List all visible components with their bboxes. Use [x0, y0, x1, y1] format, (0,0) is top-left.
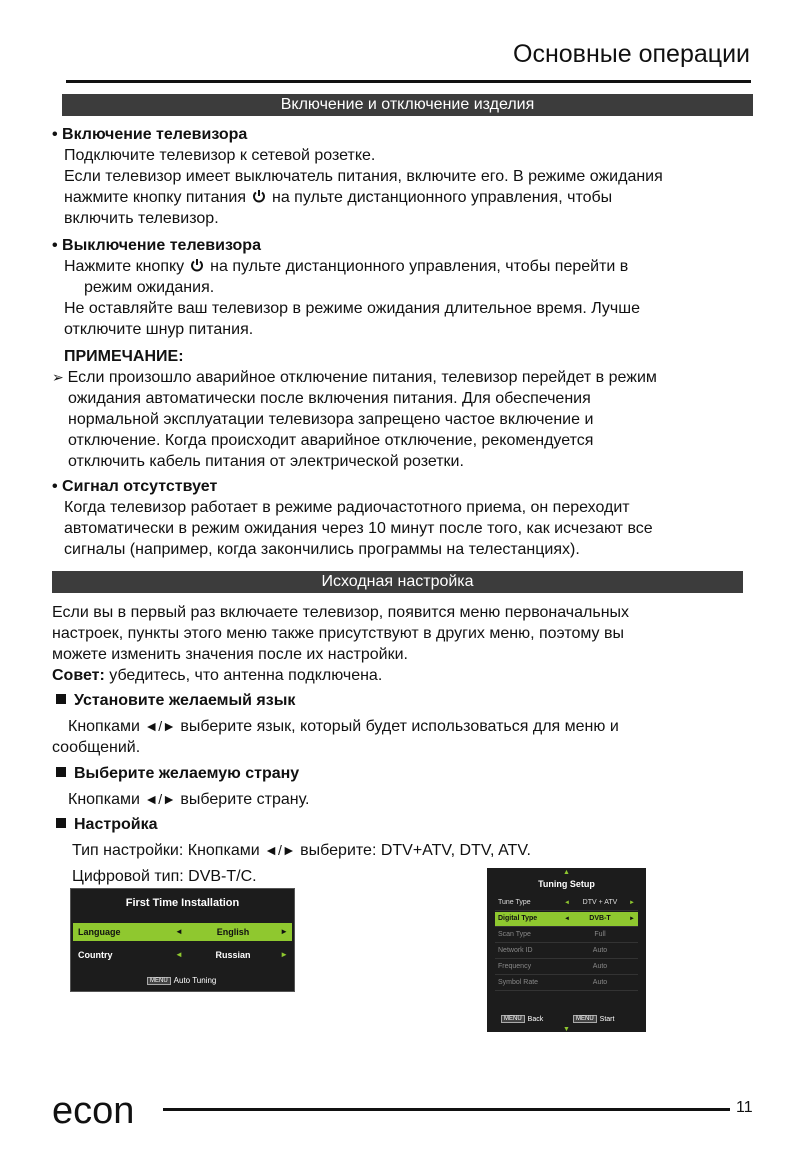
- left-right-arrows-icon: ◄/►: [144, 791, 176, 807]
- note-line: отключить кабель питания от электрической розетки.: [68, 453, 464, 470]
- right-arrow-icon[interactable]: ►: [280, 927, 288, 936]
- note-line: нормальной эксплуатации телевизора запрещено частое включение и: [68, 411, 594, 428]
- scroll-up-icon[interactable]: ▲: [563, 869, 570, 876]
- menu-footer: [147, 976, 216, 985]
- menu-key-icon: MENU: [147, 977, 171, 985]
- row-label: Language: [78, 927, 121, 937]
- power-icon: [190, 258, 204, 272]
- start-hint: [573, 1015, 614, 1023]
- heading-power-on: • Включение телевизора: [52, 126, 248, 143]
- left-arrow-icon[interactable]: ◄: [564, 900, 570, 906]
- menu-row-frequency[interactable]: [495, 960, 638, 975]
- text-fragment: Кнопками: [68, 718, 140, 735]
- text-line: режим ожидания.: [84, 279, 215, 296]
- text-fragment: Если произошло аварийное отключение питания, телевизор перейдет в режим: [67, 369, 657, 386]
- row-label: Scan Type: [498, 931, 531, 938]
- row-value: English: [216, 927, 250, 937]
- text-line: включить телевизор.: [64, 210, 219, 227]
- first-time-installation-menu: [70, 888, 295, 992]
- text-line: настроек, пункты этого меню также присутствуют в других меню, поэтому вы: [52, 625, 624, 642]
- square-bullet-icon: [56, 818, 66, 828]
- row-label: Symbol Rate: [498, 979, 539, 986]
- row-label: Frequency: [498, 963, 532, 970]
- note-heading: ПРИМЕЧАНИЕ:: [64, 348, 184, 365]
- footer-label: Auto Tuning: [173, 976, 217, 985]
- menu-title: Tuning Setup: [538, 879, 595, 889]
- row-value: Auto: [592, 947, 608, 954]
- section-bar-power: Включение и отключение изделия: [62, 94, 753, 116]
- tip-line: [52, 665, 382, 686]
- brand-text: econ: [52, 1090, 135, 1130]
- heading-power-off: • Выключение телевизора: [52, 237, 261, 254]
- menu-row-country[interactable]: [73, 946, 292, 964]
- menu-key-icon: MENU: [573, 1015, 597, 1023]
- title-divider: [66, 80, 751, 83]
- menu-row-digital-type[interactable]: [495, 912, 638, 927]
- text-fragment: на пульте дистанционного управления, чтобы: [271, 189, 613, 206]
- text-line: автоматически в режим ожидания через 10 минут после того, как исчезают все: [64, 520, 653, 537]
- text-fragment: выберите страну.: [180, 791, 310, 808]
- left-arrow-icon[interactable]: ◄: [175, 950, 183, 959]
- footer-label: Start: [599, 1016, 615, 1023]
- econ-logo: [52, 1090, 144, 1130]
- row-value: DVB-T: [589, 915, 611, 922]
- text-fragment: Нажмите кнопку: [64, 258, 185, 275]
- left-arrow-icon[interactable]: ◄: [564, 916, 570, 922]
- right-arrow-icon[interactable]: ►: [629, 900, 635, 906]
- text-line: отключите шнур питания.: [64, 321, 254, 338]
- text-fragment: нажмите кнопку питания: [64, 189, 246, 206]
- right-arrow-icon[interactable]: ►: [280, 950, 288, 959]
- menu-key-icon: MENU: [501, 1015, 525, 1023]
- menu-row-tune-type[interactable]: [495, 896, 638, 911]
- scroll-down-icon[interactable]: ▼: [563, 1026, 570, 1033]
- row-value: Full: [594, 931, 606, 938]
- note-line: ожидания автоматически после включения питания. Для обеспечения: [68, 390, 591, 407]
- text-fragment: выберите язык, который будет использоваться для меню и: [180, 718, 619, 735]
- square-bullet-icon: [56, 767, 66, 777]
- left-right-arrows-icon: ◄/►: [144, 718, 176, 734]
- text-line: сигналы (например, когда закончились программы на телестанциях).: [64, 541, 580, 558]
- text-line: [68, 789, 309, 810]
- right-arrow-icon[interactable]: ►: [629, 916, 635, 922]
- square-bullet-icon: [56, 694, 66, 704]
- heading-country: [56, 763, 299, 784]
- text-line: Цифровой тип: DVB-T/C.: [72, 868, 257, 885]
- text-line: Когда телевизор работает в режиме радиочастотного приема, он переходит: [64, 499, 630, 516]
- row-value: Russian: [215, 950, 251, 960]
- text-fragment: Кнопками: [68, 791, 140, 808]
- left-arrow-icon[interactable]: ◄: [175, 927, 183, 936]
- heading-no-signal: • Сигнал отсутствует: [52, 478, 218, 495]
- row-label: Digital Type: [498, 915, 538, 922]
- heading-text: Выберите желаемую страну: [74, 765, 300, 782]
- heading-text: Установите желаемый язык: [74, 692, 296, 709]
- menu-row-scan-type[interactable]: [495, 928, 638, 943]
- menu-row-network-id[interactable]: [495, 944, 638, 959]
- note-line: [52, 367, 657, 388]
- row-value: Auto: [592, 979, 608, 986]
- row-value: Auto: [592, 963, 608, 970]
- left-right-arrows-icon: ◄/►: [264, 842, 296, 858]
- footer-label: Back: [527, 1016, 544, 1023]
- text-line: Если телевизор имеет выключатель питания, включите его. В режиме ожидания: [64, 168, 663, 185]
- text-line: Не оставляйте ваш телевизор в режиме ожидания длительное время. Лучше: [64, 300, 640, 317]
- text-line: [64, 256, 628, 277]
- text-line: [72, 840, 531, 861]
- menu-row-symbol-rate[interactable]: [495, 976, 638, 991]
- text-fragment: Тип настройки: Кнопками: [72, 842, 260, 859]
- page-number: 11: [736, 1099, 753, 1116]
- text-line: [64, 187, 612, 208]
- row-value: DTV + ATV: [582, 899, 618, 906]
- note-line: отключение. Когда происходит аварийное отключение, рекомендуется: [68, 432, 594, 449]
- tuning-setup-menu: [487, 868, 646, 1032]
- text-line: Подключите телевизор к сетевой розетке.: [64, 147, 376, 164]
- footer-divider: [163, 1108, 730, 1111]
- text-line: можете изменить значения после их настройки.: [52, 646, 408, 663]
- text-fragment: выберите: DTV+ATV, DTV, ATV.: [300, 842, 531, 859]
- heading-text: Настройка: [74, 816, 158, 833]
- section-bar-setup: Исходная настройка: [52, 571, 743, 593]
- menu-row-language[interactable]: [73, 923, 292, 941]
- power-icon: [252, 189, 266, 203]
- arrow-bullet-icon: ➢: [52, 369, 68, 385]
- tip-label: Совет:: [52, 667, 105, 684]
- row-label: Tune Type: [498, 899, 531, 906]
- text-line: Если вы в первый раз включаете телевизор, появится меню первоначальных: [52, 604, 630, 621]
- text-fragment: на пульте дистанционного управления, чтобы перейти в: [210, 258, 629, 275]
- text-line: сообщений.: [52, 739, 141, 756]
- row-label: Network ID: [498, 947, 533, 954]
- row-label: Country: [78, 950, 113, 960]
- text-line: [68, 716, 619, 737]
- page-title: Основные операции: [513, 40, 750, 68]
- heading-tuning: [56, 814, 157, 835]
- heading-language: [56, 690, 295, 711]
- menu-title: First Time Installation: [125, 897, 240, 909]
- tip-text: убедитесь, что антенна подключена.: [109, 667, 383, 684]
- back-hint: [501, 1015, 543, 1023]
